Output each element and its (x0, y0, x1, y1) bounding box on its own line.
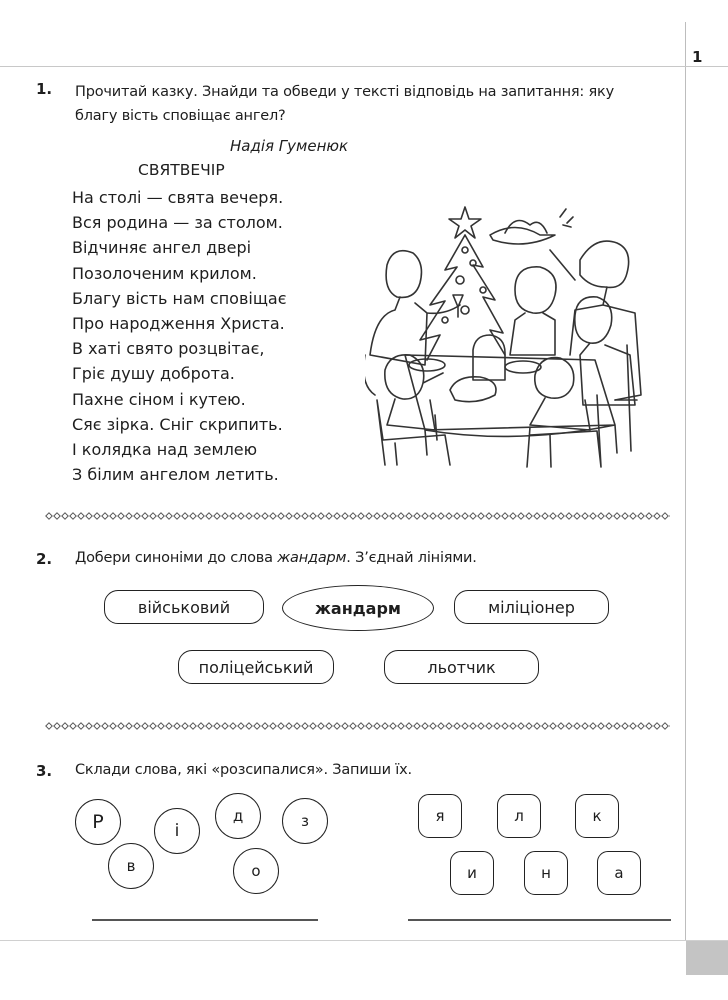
poem-line: Відчиняє ангел двері (72, 238, 252, 258)
poem-title: СВЯТВЕЧІР (138, 161, 225, 179)
decorative-divider (45, 722, 670, 730)
page-number: 1 (692, 48, 703, 66)
poem-line: В хаті свято розцвітає, (72, 339, 265, 359)
task2-instruction-word: жандарм (277, 550, 347, 566)
poem-author: Надія Гуменюк (230, 137, 349, 155)
footer-rule (0, 940, 728, 941)
poem-line: На столі — свята вечеря. (72, 188, 284, 207)
letter-square: н (524, 851, 568, 895)
letter-circle: в (108, 843, 154, 889)
poem-text (72, 185, 286, 487)
footer-tab (686, 941, 728, 975)
star-icon (449, 207, 481, 238)
poem-line: І колядка над землею (72, 440, 258, 460)
task2-instruction (75, 550, 477, 566)
task3-instruction: Склади слова, які «розсипалися». Запиши їх. (75, 762, 412, 778)
center-word-zhandarm[interactable]: жандарм (282, 585, 434, 631)
mother (510, 267, 556, 355)
task1-instruction-line2: благу вість сповіщає ангел? (75, 108, 286, 124)
header-rule (0, 66, 728, 67)
grandfather (550, 241, 641, 400)
letter-square: и (450, 851, 494, 895)
task2-instruction-prefix: Добери синоніми до слова (75, 550, 278, 566)
grandmother (575, 297, 635, 405)
answer-line-2[interactable] (408, 919, 671, 921)
letter-circle: з (282, 798, 328, 844)
task2-instruction-suffix: . З’єднай лініями. (346, 550, 477, 566)
letter-square: я (418, 794, 462, 838)
letter-circle: д (215, 793, 261, 839)
margin-vertical-line (685, 22, 686, 940)
letter-circle: і (154, 808, 200, 854)
poem-line: Позолоченим крилом. (72, 263, 257, 283)
christmas-dinner-illustration (365, 195, 650, 475)
letter-square: а (597, 851, 641, 895)
task1-instruction-line1: Прочитай казку. Знайди та обведи у тексті відповідь на запитання: яку (75, 84, 614, 100)
task1-number: 1. (36, 80, 53, 98)
poem-line: Гріє душу доброта. (72, 364, 235, 384)
poem-line: Вся родина — за столом. (72, 213, 283, 233)
option-viyskovyi[interactable]: військовий (104, 590, 264, 624)
poem-line: Благу вість нам сповіщає (72, 288, 287, 308)
poem-line: З білим ангелом летить. (72, 465, 279, 485)
poem-line: Про народження Христа. (72, 314, 285, 334)
letter-circle: о (233, 848, 279, 894)
letter-square: к (575, 794, 619, 838)
letter-circle: Р (75, 799, 121, 845)
letter-square: л (497, 794, 541, 838)
poem-line: Пахне сіном і кутею. (72, 389, 246, 409)
poem-line: Сяє зірка. Сніг скрипить. (72, 414, 283, 434)
option-lotchyk[interactable]: льотчик (384, 650, 539, 684)
option-militsioner[interactable]: міліціонер (454, 590, 609, 624)
decorative-divider (45, 512, 670, 520)
option-politseyskyi[interactable]: поліцейський (178, 650, 334, 684)
task1-instruction (75, 80, 675, 128)
task3-number: 3. (36, 762, 53, 780)
answer-line-1[interactable] (92, 919, 318, 921)
girl-front-left (365, 355, 443, 430)
task2-number: 2. (36, 550, 53, 568)
